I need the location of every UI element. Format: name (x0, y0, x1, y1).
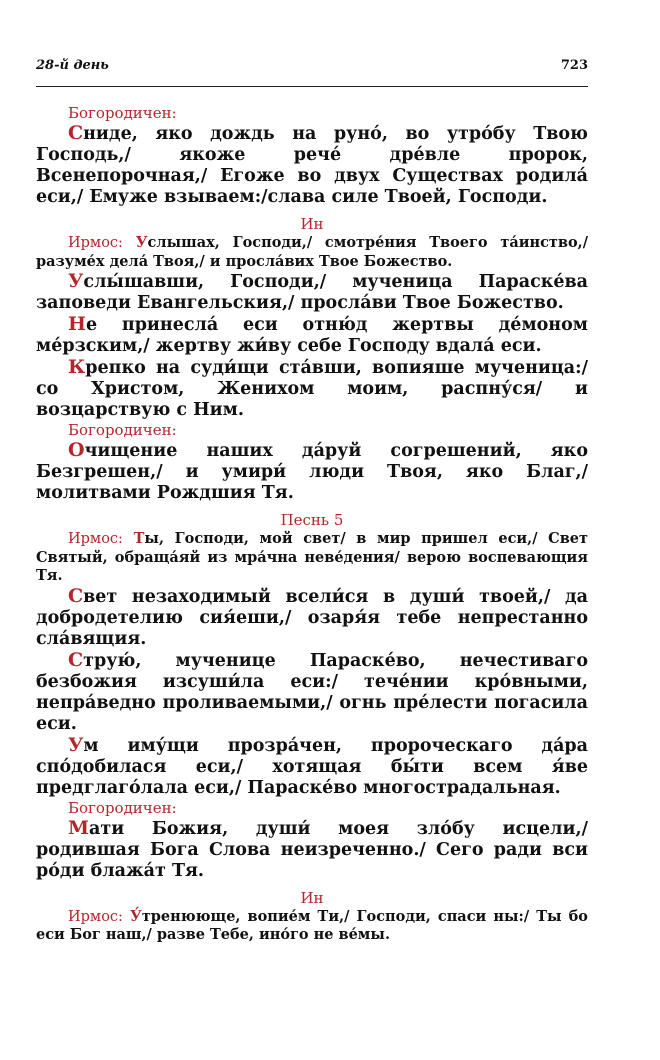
section-title: Песнь 5 (280, 511, 344, 529)
stanza-text: вет незаходимый всели́ся в души́ твоей,/ да добродетелию сия́еши,/ озаря́я тебе непрестанно сла́вящия. (36, 586, 588, 649)
irmos-initial: У (135, 234, 148, 251)
stanza-text: ати Божия, души́ моея зло́бу исцели,/ родившая Бога Слова неизреченно./ Сего ради вси ро́ди блажа́т Тя. (36, 818, 588, 881)
running-head-day: 28-й день (36, 58, 109, 73)
irmos-label: Ирмос: (68, 235, 123, 251)
troparion-stanza (36, 586, 588, 650)
troparion-stanza (36, 314, 588, 357)
irmos-label: Ирмос: (68, 531, 123, 547)
section-label: Богородичен: (68, 104, 177, 122)
troparion-stanza (36, 735, 588, 799)
stanza-text: е принесла́ еси отню́д жертвы де́моном ме́рзским,/ жертву жи́ву себе Господу вдала́ еси. (36, 315, 588, 356)
troparion-stanza (36, 650, 588, 735)
section-title: Ин (300, 888, 324, 907)
section-label: Богородичен: (68, 421, 177, 439)
troparion-stanza (36, 440, 588, 504)
stanza-text: трую́, мученице Параске́во, нечестиваго безбожия изсуши́ла еси:/ тече́нии кро́вными, непра́ведно проливаемыми,/ огнь пре́лести погасила еси. (36, 650, 588, 734)
drop-initial: К (68, 356, 86, 378)
drop-initial: С (68, 648, 84, 671)
stanza-text: репко на суди́щи ста́вши, вопияше мученица:/ со Христом, Женихом моим, распну́ся/ и возцарствую с Ним. (36, 358, 588, 420)
page-header (36, 58, 588, 78)
stanza-text: м иму́щи прозра́чен, пророческаго да́ра спо́добилася еси,/ хотящая бы́ти всем я́ве предглаго́лала еси,/ Параске́во многострадальная. (36, 735, 588, 798)
irmos-text: слышах, Господи,/ смотре́ния Твоего та́инство,/ разуме́х дела́ Твоя,/ и просла́вих Твое Божество. (36, 234, 588, 270)
irmos-initial: Т (133, 530, 145, 547)
troparion-stanza (36, 271, 588, 314)
irmos-stanza (36, 234, 588, 271)
irmos-text: ы, Господи, мой свет/ в мир пришел еси,/ Свет Святый, обраща́яй из мра́чна неве́дения/ верою воспевающия Тя. (36, 530, 588, 584)
drop-initial: С (68, 584, 84, 607)
irmos-text: тренююще, вопие́м Ти,/ Господи, спаси ны:/ Ты бо еси Бог наш,/ разве Тебе, ино́го не ве́мы. (36, 907, 588, 943)
irmos-label: Ирмос: (68, 908, 123, 925)
drop-initial: Н (68, 313, 86, 335)
stanza-text: слы́шавши, Господи,/ мученица Параске́ва заповеди Евангельския,/ просла́ви Твое Божество. (36, 272, 588, 313)
troparion-stanza (36, 357, 588, 421)
drop-initial: О (68, 439, 85, 461)
irmos-initial: У́ (130, 907, 142, 925)
drop-initial: У (68, 270, 84, 292)
irmos-stanza (36, 908, 588, 945)
troparion-stanza (36, 818, 588, 882)
drop-initial: С (68, 122, 84, 144)
drop-initial: У (68, 733, 84, 756)
irmos-stanza (36, 530, 588, 586)
section-label: Богородичен: (68, 798, 177, 817)
page-number: 723 (560, 58, 588, 73)
troparion-stanza (36, 123, 588, 208)
stanza-text: чищение наших да́руй согрешений, яко Безгрешен,/ и умири́ люди Твоя, яко Благ,/ молитвами Рождшия Тя. (36, 441, 588, 503)
drop-initial: М (68, 816, 90, 839)
stanza-text: ниде, яко дождь на руно́, во утро́бу Твою Господь,/ якоже рече́ дре́вле пророк, Всенепорочная,/ Егоже во двух Существах родила́ еси,/ Емуже взываем:/слава силе Твоей, Господи. (36, 124, 588, 207)
section-title: Ин (300, 215, 324, 233)
header-rule (36, 86, 588, 87)
page-body (36, 104, 588, 945)
